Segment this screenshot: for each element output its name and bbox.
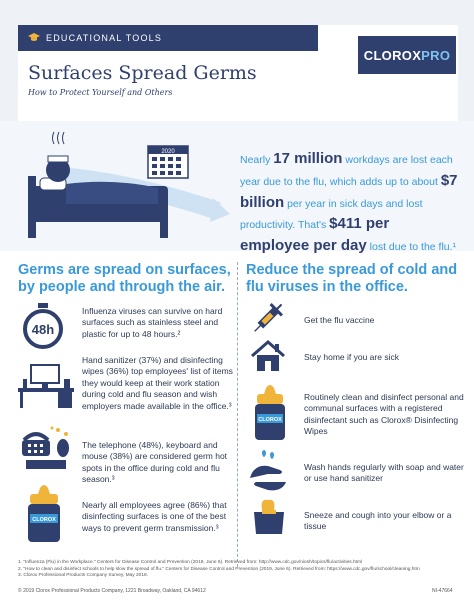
- stat-workdays: 17 million: [273, 150, 343, 167]
- stat-text-2: workdays are lost each year due to the flu, which adds up to about: [240, 154, 453, 188]
- vaccine-syringe-icon: [248, 302, 284, 338]
- hand-washing-icon: [248, 448, 288, 494]
- footnote-1: 1. "Influenza (Flu) in the Workplace." Centers for Disease Control and Prevention (2019, June 6). Retrieved from: http://www.cdc.gov/niosh/topics/flu/activities.html: [18, 560, 363, 565]
- left-item-2: Hand sanitizer (37%) and disinfecting wipes (36%) top employees' list of items they would keep at their work station during cold and flu season and wish employers made available in the office.³: [82, 355, 233, 411]
- wipes-brand-label-right: CLOROX: [258, 417, 282, 423]
- right-item-4: Wash hands regularly with soap and water or use hand sanitizer: [304, 462, 464, 484]
- home-icon: [250, 340, 286, 372]
- stopwatch-icon: [18, 303, 68, 349]
- sick-in-bed-illustration: [18, 126, 238, 244]
- right-column-heading: Reduce the spread of cold and flu viruses in the office.: [246, 262, 458, 295]
- footnote-2: 2. "How to clean and disinfect schools to help slow the spread of flu." Centers for Disease Control and Prevention (2019, June 6). Retrieved from: https://www.cdc.gov/flu/school/cleaning.htm: [18, 566, 420, 572]
- calendar-year: 2020: [161, 149, 175, 155]
- page-subtitle: How to Protect Yourself and Others: [28, 88, 173, 97]
- clorox-wipes-icon: [252, 384, 288, 440]
- stat-text-1: Nearly: [240, 154, 274, 166]
- badge-label: EDUCATIONAL TOOLS: [46, 33, 163, 43]
- wipes-brand-label: CLOROX: [32, 517, 56, 523]
- workstation-icon: [18, 362, 74, 408]
- left-item-3: The telephone (48%), keyboard and mouse (38%) are considered germ hot spots in the office during cold and flu season.³: [82, 440, 228, 485]
- right-item-2: Stay home if you are sick: [304, 352, 399, 362]
- flu-cost-statistics: [240, 148, 462, 257]
- right-item-3: Routinely clean and disinfect personal and communal surfaces with a registered disinfectant such as Clorox® Disinfecting Wipes: [304, 392, 464, 437]
- copyright: © 2019 Clorox Professional Products Company, 1221 Broadway, Oakland, CA 94612: [18, 588, 206, 594]
- left-item-1: Influenza viruses can survive on hard surfaces such as stainless steel and plastic for up to 48 hours.²: [82, 306, 223, 339]
- document-code: NI-47664: [432, 588, 453, 594]
- tissue-box-icon: [250, 496, 288, 536]
- right-item-1: Get the flu vaccine: [304, 315, 375, 325]
- phone-keyboard-icon: [18, 424, 74, 470]
- column-divider: [237, 262, 238, 567]
- left-item-4: Nearly all employees agree (86%) that disinfecting surfaces is one of the best ways to prevent germ transmission.³: [82, 500, 227, 533]
- clorox-pro-logo: [358, 36, 456, 74]
- graduation-cap-icon: [28, 32, 40, 44]
- educational-tools-badge: [18, 25, 318, 51]
- stat-text-4: lost due to the flu.¹: [369, 241, 457, 253]
- disinfecting-wipes-icon: [24, 484, 64, 542]
- left-column-heading: Germs are spread on surfaces, by people and through the air.: [18, 262, 231, 295]
- logo-text-pro: PRO: [421, 47, 451, 63]
- page-title: Surfaces Spread Germs: [28, 62, 257, 84]
- clock-label: 48h: [31, 322, 55, 337]
- right-item-5: Sneeze and cough into your elbow or a tissue: [304, 510, 452, 532]
- footnote-3: 3. Clorox Professional Products Company Survey, May 2018.: [18, 573, 149, 579]
- stat-per-employee: $411 per employee per day: [240, 215, 390, 254]
- logo-text-main: CLOROX: [363, 47, 422, 63]
- stat-billion: $7 billion: [240, 171, 458, 211]
- stat-text-3: per year in sick days and lost productivity. That's: [240, 197, 423, 232]
- footnotes: [18, 560, 458, 580]
